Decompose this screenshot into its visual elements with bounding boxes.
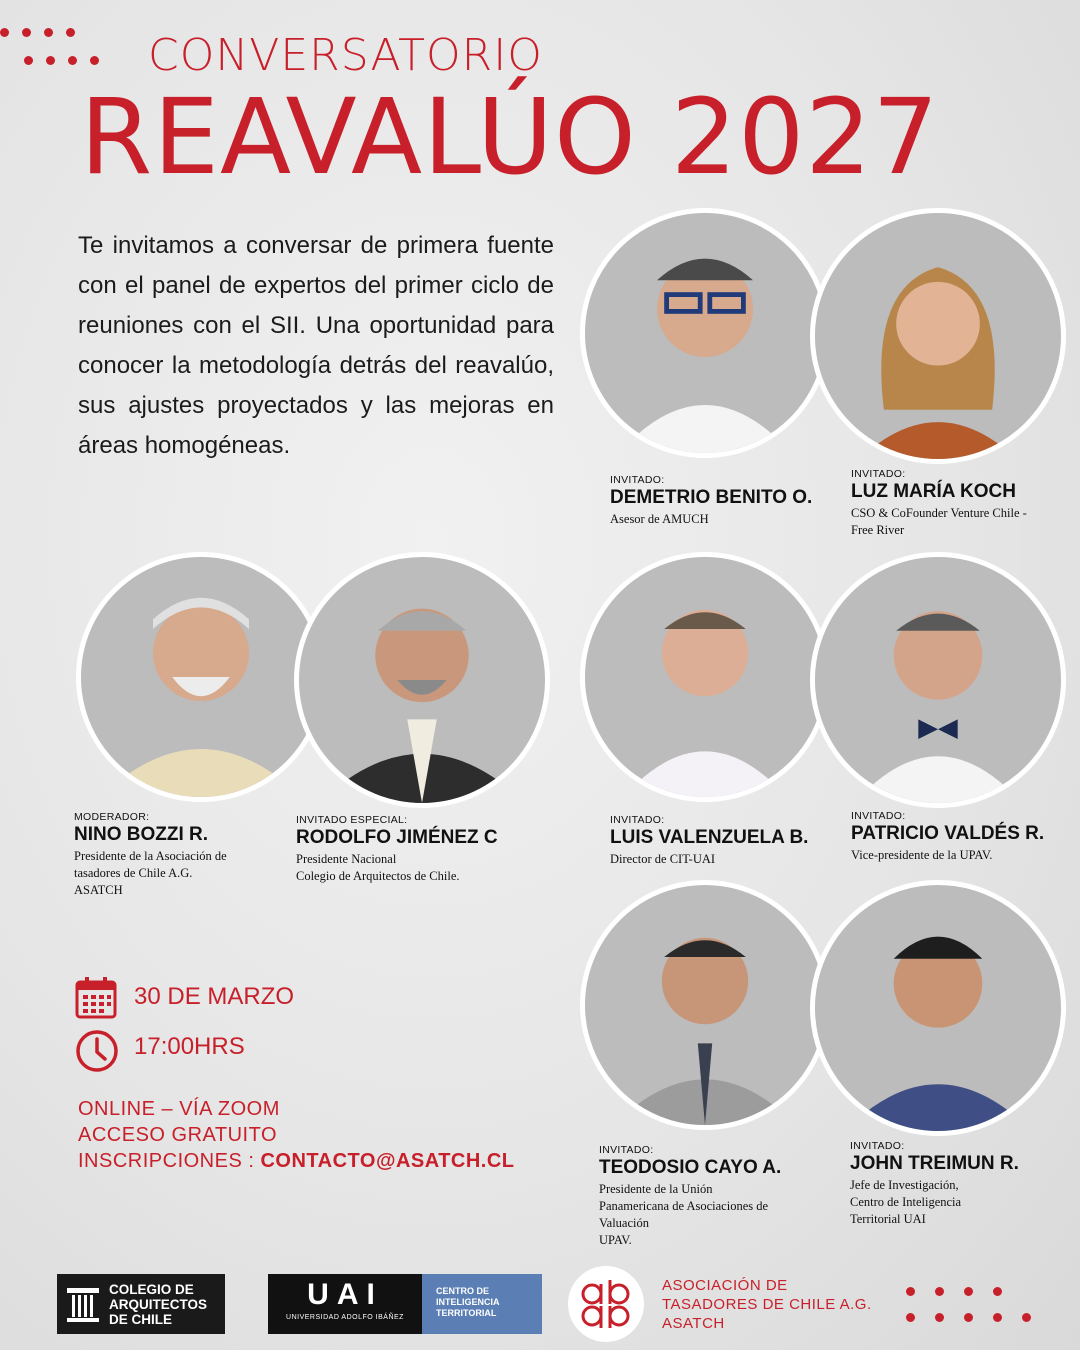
person-portrait-icon (585, 213, 825, 453)
speaker-photo-teodosio (580, 880, 830, 1130)
speaker-card-rodolfo (296, 814, 536, 885)
clock-icon (74, 1028, 120, 1074)
speaker-photo-luz (810, 208, 1066, 464)
colegio-line-3: DE CHILE (109, 1311, 173, 1327)
speaker-name: JOHN TREIMUN R. (850, 1153, 1019, 1174)
speaker-photo-demetrio (580, 208, 830, 458)
colegio-line-1: COLEGIO DE (109, 1281, 194, 1297)
cit-logo (422, 1274, 542, 1334)
speaker-desc: Presidente de la Asociación de tasadores de Chile A.G. ASATCH (74, 849, 227, 897)
speaker-desc: Asesor de AMUCH (610, 512, 709, 526)
speaker-photo-luis (580, 552, 830, 802)
colegio-line-2: ARQUITECTOS (109, 1296, 208, 1312)
person-portrait-icon (815, 213, 1061, 459)
speaker-desc: Jefe de Investigación, Centro de Inteligencia Territorial UAI (850, 1178, 962, 1226)
speaker-photo-patricio (810, 552, 1066, 808)
person-portrait-icon (815, 885, 1061, 1131)
cit-line-1: CENTRO DE (436, 1286, 490, 1296)
asatch-emblem (568, 1266, 644, 1342)
person-portrait-icon (585, 885, 825, 1125)
person-portrait-icon (815, 557, 1061, 803)
cit-line-2: INTELIGENCIA (436, 1297, 500, 1307)
speaker-card-patricio (851, 810, 1076, 864)
speaker-role: INVITADO: (850, 1140, 905, 1152)
speaker-card-luis (610, 814, 830, 868)
speaker-desc: Vice-presidente de la UPAV. (851, 848, 993, 862)
asatch-line-2: TASADORES DE CHILE A.G. (662, 1296, 872, 1313)
decor-dots-bottom (906, 1287, 1002, 1296)
asatch-line-1: ASOCIACIÓN DE (662, 1277, 788, 1294)
column-icon (57, 1279, 109, 1329)
speaker-photo-john (810, 880, 1066, 1136)
speaker-card-luz (851, 468, 1071, 539)
intro-text: Te invitamos a conversar de primera fuente con el panel de expertos del primer ciclo de reuniones con el SII. Una oportunidad para conocer la metodología detrás del reavalúo, sus ajustes proyectados y las mejoras en áreas homogéneas. (78, 232, 554, 459)
speaker-name: LUIS VALENZUELA B. (610, 827, 809, 848)
speaker-desc: Presidente de la Unión Panamericana de Asociaciones de Valuación UPAV. (599, 1182, 769, 1247)
speaker-name: TEODOSIO CAYO A. (599, 1157, 782, 1178)
speaker-card-teodosio (599, 1144, 829, 1249)
person-portrait-icon (81, 557, 321, 797)
speaker-role: INVITADO: (599, 1144, 654, 1156)
uai-mark: UAI (307, 1278, 383, 1311)
event-title: REAVALÚO 2027 (80, 76, 940, 198)
asatch-line-3: ASATCH (662, 1315, 725, 1332)
speaker-role: INVITADO: (851, 810, 906, 822)
decor-dots-bottom-2 (906, 1313, 1031, 1322)
speaker-role: INVITADO: (610, 814, 665, 826)
speaker-name: DEMETRIO BENITO O. (610, 487, 813, 508)
speaker-desc: Presidente Nacional Colegio de Arquitectos de Chile. (296, 852, 460, 883)
speaker-name: LUZ MARÍA KOCH (851, 481, 1016, 502)
uai-logo (268, 1274, 422, 1334)
speaker-photo-rodolfo (294, 552, 550, 808)
speaker-card-john (850, 1140, 1070, 1228)
speaker-role: INVITADO ESPECIAL: (296, 814, 408, 826)
speaker-role: INVITADO: (610, 474, 665, 486)
calendar-icon (74, 976, 118, 1020)
event-mode: ONLINE – VÍA ZOOM (78, 1098, 280, 1120)
decor-dots-top (0, 28, 75, 37)
event-date: 30 DE MARZO (134, 983, 295, 1010)
colegio-arquitectos-logo (57, 1274, 225, 1334)
contact-email-link[interactable]: CONTACTO@ASATCH.CL (260, 1150, 515, 1172)
decor-dots-top-2 (24, 56, 99, 65)
speaker-role: MODERADOR: (74, 811, 150, 823)
event-time: 17:00HRS (134, 1033, 245, 1060)
asatch-name (662, 1276, 872, 1333)
event-supertitle: CONVERSATORIO (148, 30, 543, 81)
speaker-desc: CSO & CoFounder Venture Chile - Free River (851, 506, 1027, 537)
speaker-card-demetrio (610, 474, 830, 528)
speaker-name: PATRICIO VALDÉS R. (851, 823, 1045, 844)
speaker-name: RODOLFO JIMÉNEZ C (296, 827, 498, 848)
inscriptions-label: INSCRIPCIONES : (78, 1150, 261, 1172)
event-access: ACCESO GRATUITO (78, 1124, 278, 1146)
speaker-name: NINO BOZZI R. (74, 824, 209, 845)
person-portrait-icon (299, 557, 545, 803)
event-inscriptions (78, 1148, 515, 1174)
speaker-card-nino (74, 811, 294, 899)
cit-line-3: TERRITORIAL (436, 1308, 497, 1318)
speaker-photo-nino (76, 552, 326, 802)
speaker-desc: Director de CIT-UAI (610, 852, 716, 866)
speaker-role: INVITADO: (851, 468, 906, 480)
person-portrait-icon (585, 557, 825, 797)
uai-name: UNIVERSIDAD ADOLFO IBÁÑEZ (286, 1314, 404, 1321)
